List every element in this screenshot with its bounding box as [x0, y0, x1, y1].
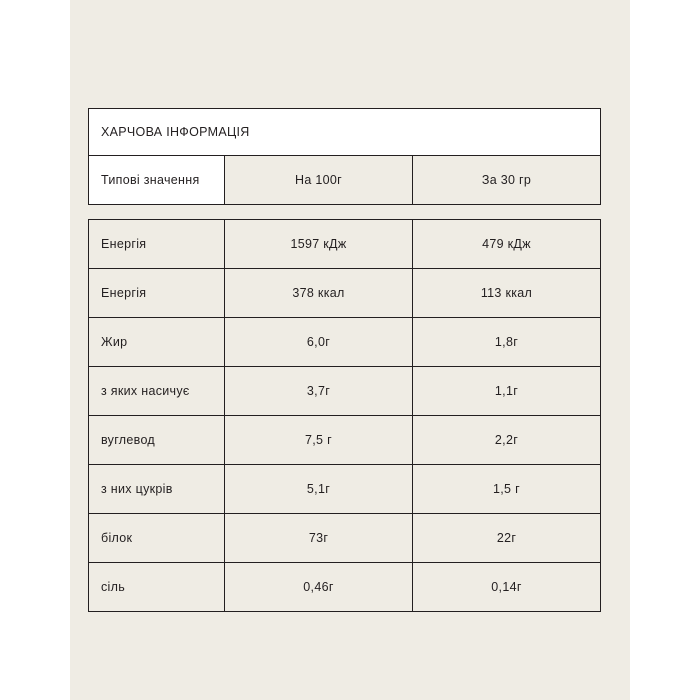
row-label: Енергія: [89, 220, 225, 269]
row-label: Енергія: [89, 269, 225, 318]
row-per-serving: 113 ккал: [413, 269, 601, 318]
nutrition-header-table: [88, 108, 601, 205]
row-per-serving: 1,5 г: [413, 465, 601, 514]
header-typical-values: Типові значення: [89, 156, 225, 205]
row-per-100g: 6,0г: [225, 318, 413, 367]
header-per-serving: За 30 гр: [413, 156, 601, 205]
row-per-100g: 5,1г: [225, 465, 413, 514]
table-row: [89, 269, 601, 318]
row-label: вуглевод: [89, 416, 225, 465]
row-label: Жир: [89, 318, 225, 367]
table-row: [89, 465, 601, 514]
nutrition-table-container: [88, 108, 612, 612]
row-per-100g: 73г: [225, 514, 413, 563]
row-per-100g: 378 ккал: [225, 269, 413, 318]
header-per-100g: На 100г: [225, 156, 413, 205]
table-title-row: [89, 109, 601, 156]
row-per-serving: 1,1г: [413, 367, 601, 416]
table-row: [89, 416, 601, 465]
nutrition-data-table: [88, 219, 601, 612]
table-gap: [88, 205, 612, 219]
row-per-serving: 479 кДж: [413, 220, 601, 269]
nutrition-rows: [89, 220, 601, 612]
table-row: [89, 220, 601, 269]
table-row: [89, 563, 601, 612]
table-header-row: [89, 156, 601, 205]
table-row: [89, 514, 601, 563]
row-label: з яких насичує: [89, 367, 225, 416]
table-title: ХАРЧОВА ІНФОРМАЦІЯ: [89, 109, 601, 156]
row-per-serving: 2,2г: [413, 416, 601, 465]
row-per-100g: 3,7г: [225, 367, 413, 416]
row-label: білок: [89, 514, 225, 563]
row-per-100g: 1597 кДж: [225, 220, 413, 269]
row-per-serving: 1,8г: [413, 318, 601, 367]
row-per-serving: 22г: [413, 514, 601, 563]
table-row: [89, 318, 601, 367]
row-per-serving: 0,14г: [413, 563, 601, 612]
table-row: [89, 367, 601, 416]
row-label: сіль: [89, 563, 225, 612]
row-per-100g: 0,46г: [225, 563, 413, 612]
row-label: з них цукрів: [89, 465, 225, 514]
row-per-100g: 7,5 г: [225, 416, 413, 465]
